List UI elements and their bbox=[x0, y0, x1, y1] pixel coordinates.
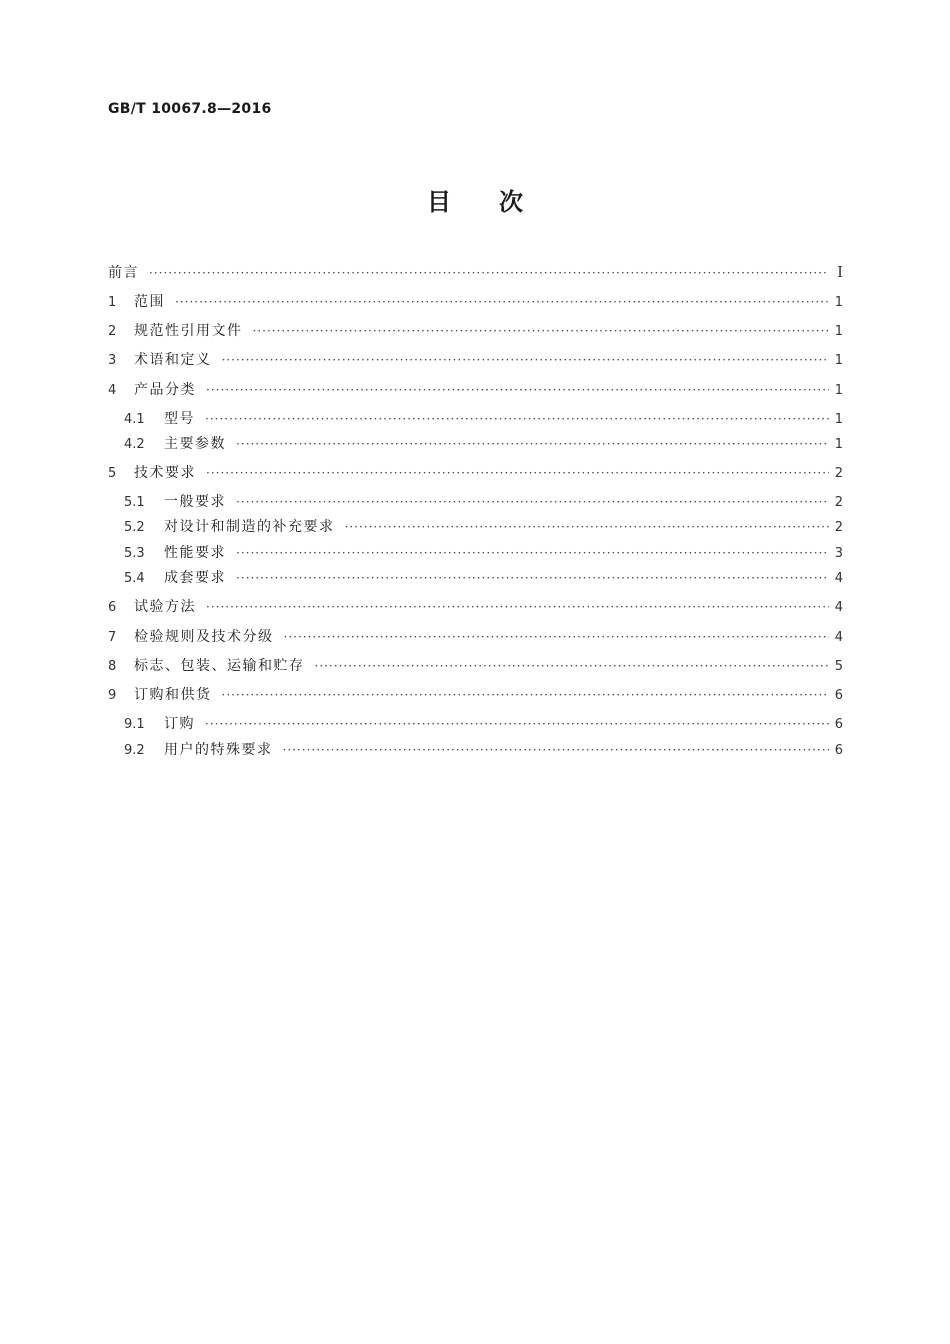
toc-entry-number: 2 bbox=[108, 324, 117, 339]
toc-entry-page-number: 1 bbox=[834, 295, 843, 310]
toc-dot-leader bbox=[175, 292, 829, 312]
toc-dot-leader bbox=[236, 434, 829, 454]
toc-entry[interactable] bbox=[124, 714, 843, 734]
toc-entry-label: 型号 bbox=[164, 411, 195, 427]
toc-dot-leader bbox=[206, 597, 829, 617]
toc-entry[interactable] bbox=[108, 656, 843, 676]
toc-entry-label: 订购 bbox=[164, 716, 195, 732]
toc-dot-leader bbox=[206, 380, 829, 400]
toc-entry-number: 4.2 bbox=[124, 437, 145, 452]
toc-entry-label: 检验规则及技术分级 bbox=[134, 629, 274, 645]
toc-entry-label: 规范性引用文件 bbox=[134, 323, 243, 339]
toc-entry[interactable] bbox=[124, 568, 843, 588]
toc-entry-label: 订购和供货 bbox=[134, 687, 212, 703]
toc-dot-leader bbox=[205, 714, 829, 734]
toc-entry-page-number: 6 bbox=[834, 688, 843, 703]
toc-dot-leader bbox=[206, 463, 829, 483]
toc-entry[interactable] bbox=[108, 350, 843, 370]
toc-entry[interactable] bbox=[108, 463, 843, 483]
toc-entry-page-number: 4 bbox=[834, 630, 843, 645]
toc-entry-page-number: 1 bbox=[834, 437, 843, 452]
toc-entry-number: 1 bbox=[108, 295, 117, 310]
toc-entry[interactable] bbox=[108, 321, 843, 341]
toc-dot-leader bbox=[283, 740, 829, 760]
toc-entry-page-number: 2 bbox=[834, 495, 843, 510]
toc-dot-leader bbox=[222, 685, 829, 705]
toc-entry-label: 性能要求 bbox=[164, 545, 226, 561]
toc-entry[interactable] bbox=[124, 543, 843, 563]
toc-entry-label: 范围 bbox=[134, 294, 165, 310]
toc-entry[interactable] bbox=[108, 597, 843, 617]
toc-entry-number: 5.2 bbox=[124, 520, 145, 535]
toc-entry[interactable] bbox=[124, 409, 843, 429]
toc-entry-number: 9.1 bbox=[124, 717, 145, 732]
toc-entry-label: 对设计和制造的补充要求 bbox=[164, 519, 335, 535]
toc-entry-page-number: 6 bbox=[834, 717, 843, 732]
toc-entry[interactable] bbox=[108, 380, 843, 400]
toc-entry-label: 前言 bbox=[108, 265, 139, 281]
toc-entry-page-number: 2 bbox=[834, 520, 843, 535]
toc-entry-label: 试验方法 bbox=[134, 599, 196, 615]
toc-entry-page-number: 1 bbox=[834, 324, 843, 339]
toc-dot-leader bbox=[236, 543, 829, 563]
toc-entry[interactable] bbox=[124, 740, 843, 760]
toc-dot-leader bbox=[284, 627, 829, 647]
toc-entry-label: 技术要求 bbox=[134, 465, 196, 481]
toc-entry-page-number: 1 bbox=[834, 383, 843, 398]
page-title: 目次 bbox=[427, 188, 571, 216]
toc-entry-number: 5.1 bbox=[124, 495, 145, 510]
toc-entry[interactable] bbox=[108, 627, 843, 647]
toc-entry[interactable] bbox=[108, 262, 843, 282]
toc-entry-label: 产品分类 bbox=[134, 382, 196, 398]
toc-entry-page-number: 3 bbox=[834, 546, 843, 561]
toc-entry-label: 一般要求 bbox=[164, 494, 226, 510]
toc-entry-page-number: 6 bbox=[834, 743, 843, 758]
toc-entry-number: 8 bbox=[108, 659, 117, 674]
toc-entry[interactable] bbox=[124, 517, 843, 537]
toc-dot-leader bbox=[315, 656, 829, 676]
toc-entry-label: 术语和定义 bbox=[134, 352, 212, 368]
toc-entry[interactable] bbox=[108, 292, 843, 312]
toc-entry[interactable] bbox=[108, 685, 843, 705]
toc-entry-label: 成套要求 bbox=[164, 570, 226, 586]
toc-entry-label: 标志、包装、运输和贮存 bbox=[134, 658, 305, 674]
toc-entry-page-number: 4 bbox=[834, 600, 843, 615]
toc-entry-label: 主要参数 bbox=[164, 436, 226, 452]
toc-entry-number: 5.3 bbox=[124, 546, 145, 561]
toc-dot-leader bbox=[222, 350, 829, 370]
toc-entry-number: 3 bbox=[108, 353, 117, 368]
toc-entry-page-number: 2 bbox=[834, 466, 843, 481]
toc-entry-page-number: 4 bbox=[834, 571, 843, 586]
toc-entry-number: 6 bbox=[108, 600, 117, 615]
toc-entry-page-number: 5 bbox=[834, 659, 843, 674]
toc-entry-label: 用户的特殊要求 bbox=[164, 742, 273, 758]
toc-entry-number: 4.1 bbox=[124, 412, 145, 427]
toc-entry-page-number: 1 bbox=[834, 353, 843, 368]
toc-dot-leader bbox=[236, 568, 829, 588]
toc-entry-number: 9.2 bbox=[124, 743, 145, 758]
toc-entry-number: 4 bbox=[108, 383, 117, 398]
toc-dot-leader bbox=[345, 517, 829, 537]
toc-entry-page-number: 1 bbox=[834, 412, 843, 427]
toc-entry-number: 5.4 bbox=[124, 571, 145, 586]
toc-entry-page-number: Ⅰ bbox=[837, 263, 843, 281]
toc-entry-number: 7 bbox=[108, 630, 117, 645]
standard-code: GB/T 10067.8—2016 bbox=[108, 101, 272, 117]
toc-entry-number: 5 bbox=[108, 466, 117, 481]
toc-dot-leader bbox=[253, 321, 829, 341]
toc-entry[interactable] bbox=[124, 434, 843, 454]
toc-entry[interactable] bbox=[124, 492, 843, 512]
toc-dot-leader bbox=[236, 492, 829, 512]
toc-dot-leader bbox=[205, 409, 829, 429]
toc-entry-number: 9 bbox=[108, 688, 117, 703]
toc-dot-leader bbox=[149, 263, 829, 283]
